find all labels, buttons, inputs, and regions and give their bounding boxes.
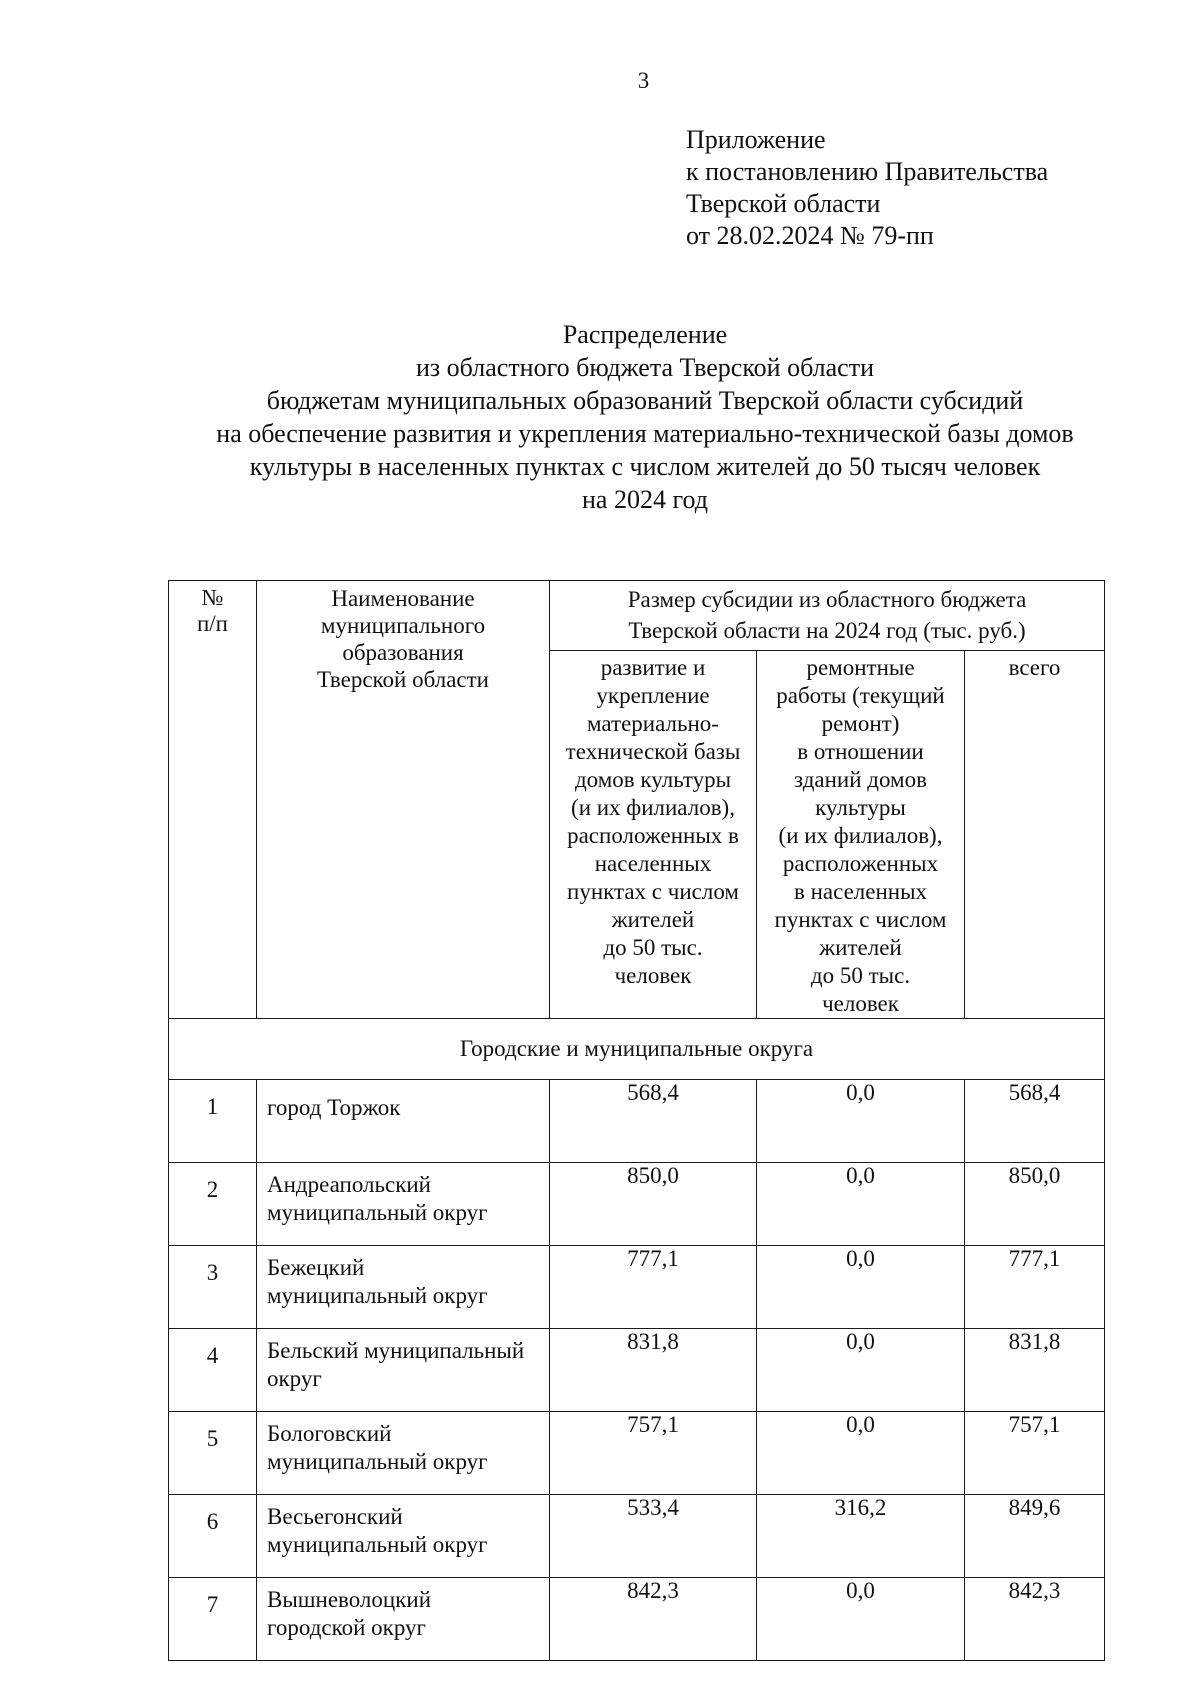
row-name-line: Бежецкий	[267, 1255, 365, 1280]
row-number: 4	[169, 1329, 257, 1412]
row-total-value: 777,1	[965, 1246, 1105, 1329]
row-name-line: Бологовский	[267, 1421, 392, 1446]
row-development-value: 757,1	[550, 1412, 757, 1495]
header-development-line: домов культуры	[574, 767, 732, 792]
header-repair-line: ремонтные	[806, 655, 915, 680]
row-number: 2	[169, 1163, 257, 1246]
row-number: 5	[169, 1412, 257, 1495]
row-repair-value: 0,0	[757, 1163, 965, 1246]
header-development-line: технической базы	[565, 739, 741, 764]
subsidy-table	[168, 580, 1105, 1661]
header-name-line: образования	[342, 640, 464, 665]
page-number: 3	[637, 68, 650, 93]
header-development-line: до 50 тыс.	[603, 935, 703, 960]
row-total-value: 849,6	[965, 1495, 1105, 1578]
header-subsidy-group	[550, 581, 1105, 651]
row-name-line: округ	[267, 1366, 322, 1391]
header-repair-line: зданий домов	[794, 767, 927, 792]
header-development-line: материально-	[587, 711, 719, 736]
header-repair-line: человек	[822, 991, 899, 1016]
header-number	[169, 581, 257, 1019]
row-development-value: 842,3	[550, 1578, 757, 1661]
row-municipality-name	[257, 1246, 550, 1329]
row-number: 6	[169, 1495, 257, 1578]
table-row	[169, 1246, 1105, 1329]
header-development	[550, 651, 757, 1019]
row-total-value: 757,1	[965, 1412, 1105, 1495]
row-number: 7	[169, 1578, 257, 1661]
row-municipality-name	[257, 1578, 550, 1661]
row-name-line: Весьегонский	[267, 1504, 403, 1529]
header-total	[965, 651, 1105, 1019]
header-repair-line: жителей	[819, 935, 902, 960]
row-development-value: 850,0	[550, 1163, 757, 1246]
header-name-line: муниципального	[320, 613, 486, 638]
header-development-line: пунктах с числом	[567, 879, 739, 904]
title-line: бюджетам муниципальных образований Тверской области субсидий	[266, 386, 1024, 415]
row-name-line: муниципальный округ	[267, 1200, 488, 1225]
header-repair-line: в отношении	[797, 739, 924, 764]
row-name-line: муниципальный округ	[267, 1532, 488, 1557]
row-municipality-name	[257, 1080, 550, 1163]
title-line: из областного бюджета Тверской области	[416, 353, 874, 382]
header-name-line: Тверской области	[317, 667, 489, 692]
header-group-line: Тверской области на 2024 год (тыс. руб.)	[628, 618, 1026, 643]
header-development-line: расположенных в	[567, 823, 739, 848]
row-name-line: муниципальный округ	[267, 1283, 488, 1308]
annex-block	[686, 124, 1048, 252]
row-development-value: 533,4	[550, 1495, 757, 1578]
annex-line: от 28.02.2024 № 79-пп	[686, 221, 934, 250]
row-municipality-name	[257, 1329, 550, 1412]
row-repair-value: 0,0	[757, 1329, 965, 1412]
header-repair-line: пунктах с числом	[774, 907, 947, 932]
header-repair-line: (и их филиалов),	[778, 823, 943, 848]
row-repair-value: 0,0	[757, 1578, 965, 1661]
row-municipality-name	[257, 1495, 550, 1578]
table-row	[169, 1163, 1105, 1246]
header-development-line: жителей	[611, 907, 695, 932]
annex-line: Приложение	[686, 125, 826, 154]
row-municipality-name	[257, 1412, 550, 1495]
row-total-value: 850,0	[965, 1163, 1105, 1246]
annex-line: Тверской области	[686, 189, 881, 218]
header-development-line: человек	[614, 963, 692, 988]
row-repair-value: 316,2	[757, 1495, 965, 1578]
header-repair	[757, 651, 965, 1019]
row-name-line: городской округ	[267, 1615, 426, 1640]
row-name-line: Вышневолоцкий	[267, 1587, 431, 1612]
table-row	[169, 1412, 1105, 1495]
table-row	[169, 1578, 1105, 1661]
header-total-line: всего	[1008, 655, 1061, 680]
title-line: Распределение	[562, 320, 728, 349]
header-development-line: (и их филиалов),	[571, 795, 735, 820]
header-name	[257, 581, 550, 1019]
document-title	[140, 318, 1150, 516]
row-name-line: Бельский муниципальный	[267, 1338, 525, 1363]
header-repair-line: расположенных	[782, 851, 939, 876]
row-municipality-name	[257, 1163, 550, 1246]
row-development-value: 777,1	[550, 1246, 757, 1329]
section-title: Городские и муниципальные округа	[169, 1019, 1105, 1080]
annex-line: к постановлению Правительства	[686, 157, 1049, 186]
row-name-line: Андреапольский	[267, 1172, 431, 1197]
header-repair-line: работы (текущий	[776, 683, 945, 708]
header-number-line: п/п	[196, 611, 228, 636]
header-development-line: населенных	[594, 851, 712, 876]
header-development-line: развитие и	[600, 655, 706, 680]
row-name-line: город Торжок	[267, 1095, 401, 1120]
title-line: на 2024 год	[582, 485, 708, 514]
header-development-line: укрепление	[596, 683, 710, 708]
row-total-value: 831,8	[965, 1329, 1105, 1412]
title-line: культуры в населенных пунктах с числом жителей до 50 тысяч человек	[249, 452, 1041, 481]
header-number-line: №	[201, 585, 224, 610]
table-row	[169, 1080, 1105, 1163]
table-row	[169, 1495, 1105, 1578]
row-repair-value: 0,0	[757, 1246, 965, 1329]
row-number: 1	[169, 1080, 257, 1163]
header-repair-line: культуры	[815, 795, 906, 820]
table-row	[169, 1329, 1105, 1412]
header-group-line: Размер субсидии из областного бюджета	[627, 587, 1027, 612]
row-total-value: 568,4	[965, 1080, 1105, 1163]
header-repair-line: ремонт)	[821, 711, 900, 736]
row-development-value: 831,8	[550, 1329, 757, 1412]
row-number: 3	[169, 1246, 257, 1329]
title-line: на обеспечение развития и укрепления материально-технической базы домов	[216, 419, 1074, 448]
header-name-line: Наименование	[331, 586, 475, 611]
header-repair-line: до 50 тыс.	[810, 963, 911, 988]
row-name-line: муниципальный округ	[267, 1449, 488, 1474]
row-repair-value: 0,0	[757, 1412, 965, 1495]
row-repair-value: 0,0	[757, 1080, 965, 1163]
row-total-value: 842,3	[965, 1578, 1105, 1661]
row-development-value: 568,4	[550, 1080, 757, 1163]
header-repair-line: в населенных	[793, 879, 928, 904]
